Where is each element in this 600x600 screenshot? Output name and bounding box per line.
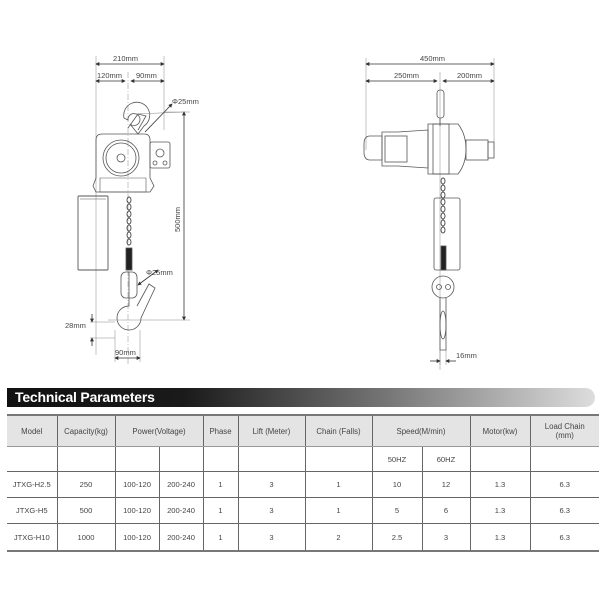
cell-speed-60: 12 [422,472,470,498]
dim-hook-width: 90mm [115,348,136,357]
cell-lift: 3 [238,524,305,552]
cell-load-chain: 6.3 [530,498,599,524]
cell-model: JTXG-H2.5 [7,472,57,498]
cell-power-low: 100-120 [115,498,159,524]
dim-hook-opening: 28mm [65,321,86,330]
section-title: Technical Parameters [15,389,155,405]
cell-capacity: 250 [57,472,115,498]
dim-top-hook-diameter: Φ25mm [172,97,199,106]
dim-height: 500mm [173,206,182,232]
table-subheader-row [7,447,599,472]
section-banner [7,388,595,407]
cell-chain: 1 [305,498,372,524]
table-row [7,472,599,498]
header-capacity: Capacity(kg) [57,415,115,447]
dim-bottom-hook-diameter: Φ25mm [146,268,173,277]
cell-power-high: 200-240 [159,524,203,552]
table-row [7,524,599,552]
dim-left-width: 120mm [97,71,123,80]
cell-lift: 3 [238,472,305,498]
header-phase: Phase [203,415,238,447]
sub-empty [57,447,115,472]
parameters-table [7,414,599,552]
cell-capacity: 500 [57,498,115,524]
sub-empty [305,447,372,472]
cell-load-chain: 6.3 [530,472,599,498]
cell-model: JTXG-H10 [7,524,57,552]
sub-empty [7,447,57,472]
dim-side-overall-width: 450mm [420,54,446,63]
cell-capacity: 1000 [57,524,115,552]
cell-load-chain: 6.3 [530,524,599,552]
header-speed: Speed(M/min) [372,415,470,447]
side-view-drawing [364,58,494,370]
cell-power-low: 100-120 [115,472,159,498]
dim-right-width: 90mm [136,71,157,80]
subheader-speed-50hz: 50HZ [372,447,422,472]
cell-chain: 2 [305,524,372,552]
sub-empty [470,447,530,472]
dim-side-right-width: 200mm [457,71,483,80]
cell-power-high: 200-240 [159,498,203,524]
sub-empty [238,447,305,472]
header-power: Power(Voltage) [115,415,203,447]
dim-overall-width: 210mm [113,54,139,63]
header-motor: Motor(kw) [470,415,530,447]
cell-phase: 1 [203,498,238,524]
dim-hook-thickness: 16mm [456,351,477,360]
cell-speed-50: 10 [372,472,422,498]
cell-motor: 1.3 [470,472,530,498]
subheader-speed-60hz: 60HZ [422,447,470,472]
sub-empty [203,447,238,472]
cell-speed-50: 2.5 [372,524,422,552]
cell-power-high: 200-240 [159,472,203,498]
cell-motor: 1.3 [470,498,530,524]
table-row [7,498,599,524]
sub-empty [159,447,203,472]
cell-lift: 3 [238,498,305,524]
header-chain: Chain (Falls) [305,415,372,447]
dim-side-left-width: 250mm [394,71,420,80]
cell-phase: 1 [203,472,238,498]
cell-chain: 1 [305,472,372,498]
cell-speed-60: 3 [422,524,470,552]
header-lift: Lift (Meter) [238,415,305,447]
cell-speed-50: 5 [372,498,422,524]
sub-empty [115,447,159,472]
header-load-chain: Load Chain (mm) [530,415,599,447]
table-header-row [7,415,599,447]
cell-motor: 1.3 [470,524,530,552]
cell-model: JTXG-H5 [7,498,57,524]
cell-phase: 1 [203,524,238,552]
header-model: Model [7,415,57,447]
sub-empty [530,447,599,472]
cell-speed-60: 6 [422,498,470,524]
cell-power-low: 100-120 [115,524,159,552]
